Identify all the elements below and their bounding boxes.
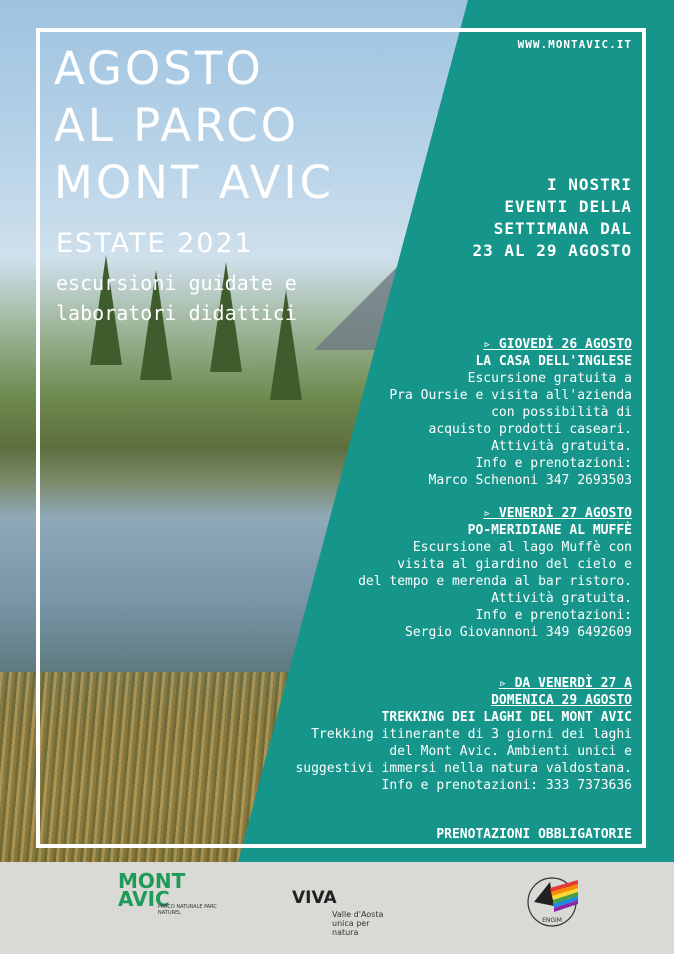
website-link[interactable]: WWW.MONTAVIC.IT: [517, 38, 632, 51]
event-contact: Info e prenotazioni: 333 7373636: [381, 778, 632, 793]
event-contact: Sergio Giovannoni 349 6492609: [405, 625, 632, 640]
event-venerdi-27: [358, 505, 632, 641]
week-heading-line: I NOSTRI: [546, 175, 632, 194]
mont-avic-logo-text: [118, 869, 186, 911]
event-line: con possibilità di: [491, 405, 632, 420]
event-trekking: [295, 675, 632, 794]
event-date: ▹ DA VENERDÌ 27 A: [498, 676, 632, 691]
viva-logo-caption: [332, 910, 392, 937]
event-line: Attività gratuita.: [491, 439, 632, 454]
title-line: MONT AVIC: [54, 156, 335, 209]
mont-avic-logo: [118, 868, 238, 948]
event-name: LA CASA DELL'INGLESE: [475, 354, 632, 369]
viva-logo-text: VIVA: [292, 888, 337, 908]
engim-logo: [520, 868, 584, 948]
event-name: TREKKING DEI LAGHI DEL MONT AVIC: [381, 710, 632, 725]
event-date: DOMENICA 29 AGOSTO: [491, 693, 632, 708]
week-heading-line: EVENTI DELLA: [504, 197, 632, 216]
rainbow-bird-icon: [520, 868, 584, 932]
mont-avic-logo-caption: PARCO NATURALE PARC NATUREL: [158, 904, 217, 916]
event-line: acquisto prodotti caseari.: [428, 422, 632, 437]
event-line: Trekking itinerante di 3 giorni dei laghi: [311, 727, 632, 742]
week-heading-line: 23 AL 29 AGOSTO: [472, 241, 632, 260]
sponsor-footer: [0, 862, 674, 954]
event-giovedi-26: [389, 336, 632, 489]
event-line: del Mont Avic. Ambienti unici e: [389, 744, 632, 759]
engim-caption: ENGIM: [542, 917, 562, 924]
title-line: AL PARCO: [54, 99, 300, 152]
title-line: AGOSTO: [54, 42, 264, 95]
viva-logo: [292, 868, 392, 948]
event-line: visita al giardino del cielo e: [397, 557, 632, 572]
logo-line: Valle d'Aosta: [332, 910, 384, 919]
logo-line: MONT: [118, 869, 186, 893]
event-line: Pra Oursie e visita all'azienda: [389, 388, 632, 403]
event-line: Info e prenotazioni:: [475, 456, 632, 471]
logo-line: AVIC: [118, 887, 170, 911]
event-date: ▹ VENERDÌ 27 AGOSTO: [483, 506, 632, 521]
tagline: [56, 268, 297, 328]
event-contact: Marco Schenoni 347 2693503: [428, 473, 632, 488]
event-name: PO-MERIDIANE AL MUFFÈ: [467, 523, 632, 538]
logo-line: unica per natura: [332, 919, 370, 937]
event-line: Escursione al lago Muffè con: [412, 540, 632, 555]
event-line: Escursione gratuita a: [467, 371, 632, 386]
week-heading-line: SETTIMANA DAL: [493, 219, 632, 238]
event-line: Info e prenotazioni:: [475, 608, 632, 623]
booking-required-note: PRENOTAZIONI OBBLIGATORIE: [436, 827, 632, 842]
tagline-line: laboratori didattici: [56, 301, 297, 325]
week-heading: [473, 174, 633, 262]
event-date: ▹ GIOVEDÌ 26 AGOSTO: [483, 337, 632, 352]
tagline-line: escursioni guidate e: [56, 271, 297, 295]
page-title: [54, 40, 334, 211]
season-subtitle: ESTATE 2021: [56, 228, 254, 259]
event-line: Attività gratuita.: [491, 591, 632, 606]
event-line: suggestivi immersi nella natura valdostana.: [295, 761, 632, 776]
event-line: del tempo e merenda al bar ristoro.: [358, 574, 632, 589]
